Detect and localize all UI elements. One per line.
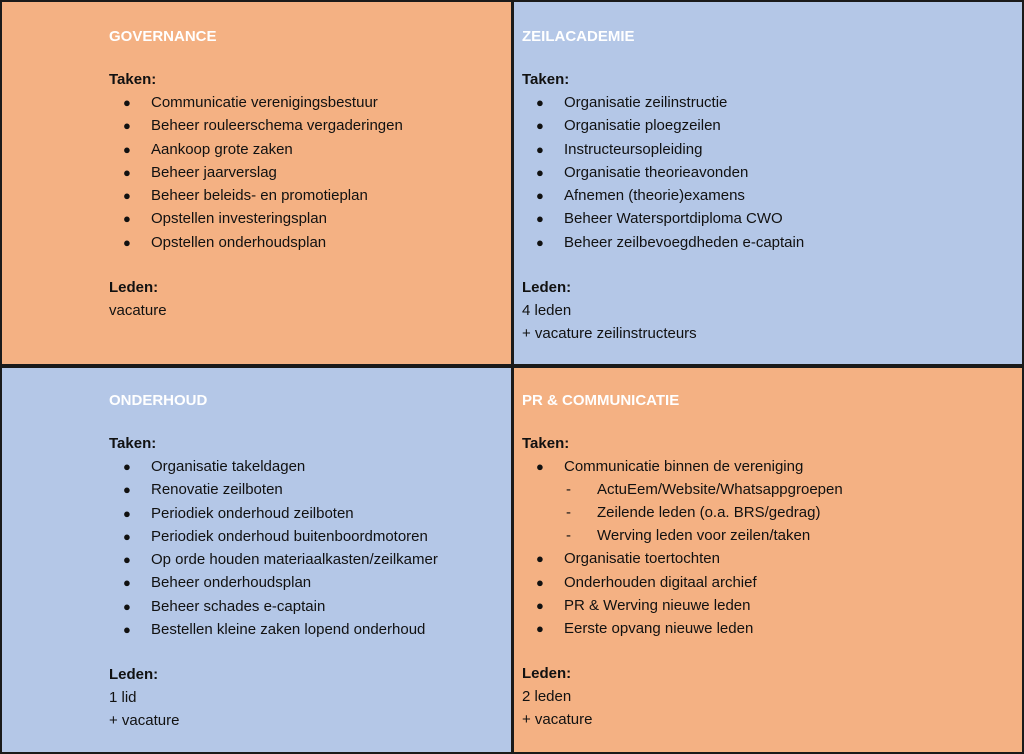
bullet-icon: ● [536, 459, 544, 474]
dash-icon: - [566, 527, 571, 545]
list-item: ● Communicatie binnen de vereniging [522, 455, 1022, 478]
bullet-icon: ● [123, 234, 131, 250]
member-line: + vacature zeilinstructeurs [522, 324, 697, 342]
sub-list-item: - Zeilende leden (o.a. BRS/gedrag) [522, 501, 1022, 524]
member-line: 2 leden [522, 688, 572, 706]
onderhoud-panel [2, 368, 511, 752]
list-item: ● Beheer rouleerschema vergaderingen [109, 114, 511, 137]
bullet-icon: ● [536, 141, 544, 157]
member-line: vacature [109, 302, 167, 320]
list-item: ● Beheer schades e-captain [109, 595, 511, 618]
member-line: 4 leden [522, 302, 572, 320]
list-item: ● Organisatie zeilinstructie [522, 91, 1022, 114]
list-item: ● Renovatie zeilboten [109, 478, 511, 501]
dash-icon: - [566, 504, 571, 522]
list-item: ● Bestellen kleine zaken lopend onderhoud [109, 618, 511, 641]
zeilacademie-members [522, 299, 1022, 344]
bullet-icon: ● [123, 598, 131, 614]
pr-title: PR & COMMUNICATIE [522, 392, 680, 409]
pr-tasks-label: Taken: [522, 435, 570, 452]
onderhoud-task-list [109, 455, 511, 641]
sub-list-item: - Werving leden voor zeilen/taken [522, 524, 1022, 547]
list-item: ● Beheer jaarverslag [109, 161, 511, 184]
zeilacademie-members-label: Leden: [522, 279, 572, 297]
bullet-icon: ● [536, 211, 544, 227]
pr-communicatie-panel [514, 368, 1022, 752]
list-item: ● Beheer beleids- en promotieplan [109, 184, 511, 207]
member-line: + vacature [109, 711, 180, 729]
bullet-icon: ● [536, 574, 544, 590]
bullet-icon: ● [536, 621, 544, 637]
list-item: ● Afnemen (theorie)examens [522, 184, 1022, 207]
bullet-icon: ● [123, 211, 131, 227]
zeilacademie-task-list [522, 91, 1022, 254]
list-item: ● Periodiek onderhoud buitenboordmotoren [109, 525, 511, 548]
pr-task-list [522, 455, 1022, 478]
list-item: ● Organisatie ploegzeilen [522, 114, 1022, 137]
onderhoud-members [109, 686, 511, 731]
list-item: ● Instructeursopleiding [522, 138, 1022, 161]
bullet-icon: ● [536, 551, 544, 567]
list-item: ● Beheer Watersportdiploma CWO [522, 207, 1022, 230]
bullet-icon: ● [123, 118, 131, 134]
member-line: 1 lid [109, 689, 137, 707]
sub-list-item: - ActuEem/Website/Whatsappgroepen [522, 478, 1022, 501]
bullet-icon: ● [123, 575, 131, 591]
list-item: ● Beheer onderhoudsplan [109, 571, 511, 594]
list-item: ● Periodiek onderhoud zeilboten [109, 502, 511, 525]
governance-tasks-label: Taken: [109, 71, 157, 88]
list-item: ● Op orde houden materiaalkasten/zeilkamer [109, 548, 511, 571]
pr-subtask-list [522, 478, 1022, 547]
bullet-icon: ● [123, 459, 131, 474]
zeilacademie-panel [514, 2, 1022, 364]
pr-members [522, 685, 1022, 730]
bullet-icon: ● [123, 528, 131, 544]
list-item: ● PR & Werving nieuwe leden [522, 594, 1022, 617]
list-item: ● Organisatie theorieavonden [522, 161, 1022, 184]
bullet-icon: ● [536, 164, 544, 180]
member-line: + vacature [522, 710, 593, 728]
list-item: ● Organisatie takeldagen [109, 455, 511, 478]
list-item: ● Opstellen onderhoudsplan [109, 231, 511, 254]
dash-icon: - [566, 481, 571, 499]
list-item: ● Communicatie verenigingsbestuur [109, 91, 511, 114]
bullet-icon: ● [536, 95, 544, 110]
bullet-icon: ● [536, 118, 544, 134]
list-item: ● Organisatie toertochten [522, 547, 1022, 570]
list-item: ● Eerste opvang nieuwe leden [522, 617, 1022, 640]
governance-members-label: Leden: [109, 279, 159, 297]
bullet-icon: ● [123, 141, 131, 157]
onderhoud-tasks-label: Taken: [109, 435, 157, 452]
bullet-icon: ● [123, 482, 131, 498]
bullet-icon: ● [123, 95, 131, 110]
onderhoud-members-label: Leden: [109, 666, 159, 684]
bullet-icon: ● [123, 552, 131, 568]
governance-panel [2, 2, 511, 364]
pr-task-list-continued [522, 547, 1022, 640]
bullet-icon: ● [123, 188, 131, 204]
bullet-icon: ● [536, 597, 544, 613]
list-item: ● Opstellen investeringsplan [109, 207, 511, 230]
bullet-icon: ● [536, 188, 544, 204]
zeilacademie-tasks-label: Taken: [522, 71, 570, 88]
list-item: ● Onderhouden digitaal archief [522, 571, 1022, 594]
onderhoud-title: ONDERHOUD [109, 392, 208, 409]
pr-members-label: Leden: [522, 665, 572, 683]
bullet-icon: ● [123, 164, 131, 180]
governance-task-list [109, 91, 511, 254]
zeilacademie-title: ZEILACADEMIE [522, 28, 635, 45]
governance-members [109, 299, 511, 322]
governance-title: GOVERNANCE [109, 28, 217, 45]
bullet-icon: ● [123, 622, 131, 638]
list-item: ● Beheer zeilbevoegdheden e-captain [522, 231, 1022, 254]
bullet-icon: ● [536, 234, 544, 250]
bullet-icon: ● [123, 505, 131, 521]
list-item: ● Aankoop grote zaken [109, 138, 511, 161]
